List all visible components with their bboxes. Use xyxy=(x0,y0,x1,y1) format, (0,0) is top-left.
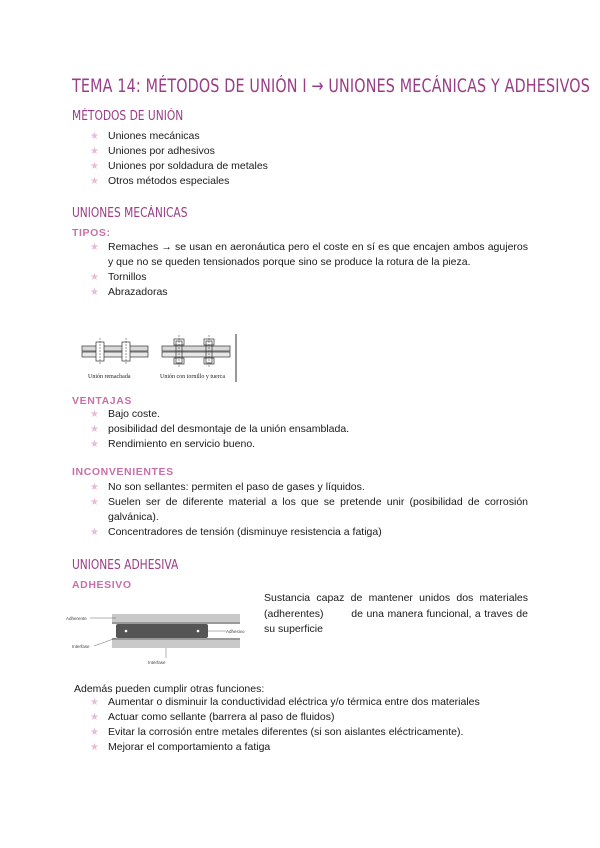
star-bullet-icon: ★ xyxy=(90,712,99,723)
star-bullet-icon: ★ xyxy=(90,482,99,493)
figure-label-adherente: Adherente xyxy=(66,616,87,621)
list-item: ★ Otros métodos especiales xyxy=(90,175,230,187)
star-bullet-icon: ★ xyxy=(90,161,99,172)
heading-metodos-de-union: MÉTODOS DE UNIÓN xyxy=(72,109,184,124)
list-inconvenientes xyxy=(90,480,528,540)
list-item: ★ Aumentar o disminuir la conductividad eléctrica y/o térmica entre dos materiales xyxy=(90,696,480,708)
heading-uniones-adhesiva: UNIONES ADHESIVA xyxy=(72,558,179,573)
star-bullet-icon: ★ xyxy=(90,131,99,142)
list-tipos xyxy=(90,240,528,300)
subheading-tipos: TIPOS: xyxy=(72,227,111,239)
figure-label-bolted: Unión con tornillo y tuerca xyxy=(160,374,225,380)
mechanical-joints-figure xyxy=(76,332,240,384)
page-title: TEMA 14: MÉTODOS DE UNIÓN I → UNIONES MECÁNICAS Y ADHESIVOS xyxy=(72,76,591,97)
star-bullet-icon: ★ xyxy=(90,697,99,708)
list-item: ★ Tornillos xyxy=(90,271,147,283)
list-item: ★ Uniones mecánicas xyxy=(90,130,200,142)
star-bullet-icon: ★ xyxy=(90,439,99,450)
list-item: ★ Suelen ser de diferente material a los que se pretende unir (posibilidad de corrosión galvánica). xyxy=(90,496,528,523)
list-item: ★ Abrazadoras xyxy=(90,286,168,298)
star-bullet-icon: ★ xyxy=(90,272,99,283)
list-item: ★ Mejorar el comportamiento a fatiga xyxy=(90,741,271,753)
subheading-adhesivo: ADHESIVO xyxy=(72,579,132,591)
star-bullet-icon: ★ xyxy=(90,742,99,753)
list-metodos xyxy=(90,129,520,189)
list-item: ★ Rendimiento en servicio bueno. xyxy=(90,438,256,450)
adhesive-joint-figure xyxy=(66,606,250,666)
list-ventajas xyxy=(90,407,528,452)
star-bullet-icon: ★ xyxy=(90,527,99,538)
funciones-intro: Además pueden cumplir otras funciones: xyxy=(74,683,265,695)
figure-label-riveted: Unión remachada xyxy=(88,374,131,380)
list-item: ★ Bajo coste. xyxy=(90,408,160,420)
star-bullet-icon: ★ xyxy=(90,287,99,298)
list-item: ★ Uniones por adhesivos xyxy=(90,145,215,157)
list-funciones xyxy=(90,695,530,755)
star-bullet-icon: ★ xyxy=(90,146,99,157)
list-item: ★ Remaches → se usan en aeronáutica pero el coste en sí es que encajen ambos agujeros y que no se queden tensionados porque sino se produce la rotura de la pieza. xyxy=(90,241,528,268)
list-item: ★ No son sellantes: permiten el paso de gases y líquidos. xyxy=(90,481,365,493)
star-bullet-icon: ★ xyxy=(90,727,99,738)
star-bullet-icon: ★ xyxy=(90,242,99,253)
star-bullet-icon: ★ xyxy=(90,424,99,435)
figure-label-interfase-left: Interfase xyxy=(72,644,90,649)
subheading-inconvenientes: INCONVENIENTES xyxy=(72,466,174,478)
star-bullet-icon: ★ xyxy=(90,409,99,420)
list-item: ★ posibilidad del desmontaje de la unión ensamblada. xyxy=(90,423,350,435)
list-item: ★ Concentradores de tensión (disminuye resistencia a fatiga) xyxy=(90,526,382,538)
figure-label-interfase-bottom: Interfase xyxy=(148,660,166,665)
list-item: ★ Evitar la corrosión entre metales diferentes (si son aislantes eléctricamente). xyxy=(90,726,464,738)
list-item: ★ Actuar como sellante (barrera al paso de fluidos) xyxy=(90,711,335,723)
list-item: ★ Uniones por soldadura de metales xyxy=(90,160,268,172)
figure-label-adhesivo: Adhesivo xyxy=(226,629,245,634)
adhesivo-definition: Sustancia capaz de mantener unidos dos materiales (adherentes) de una manera funcional, a traves de su superficie xyxy=(264,592,531,635)
subheading-ventajas: VENTAJAS xyxy=(72,395,133,407)
star-bullet-icon: ★ xyxy=(90,176,99,187)
heading-uniones-mecanicas: UNIONES MECÁNICAS xyxy=(72,206,188,221)
star-bullet-icon: ★ xyxy=(90,497,99,508)
